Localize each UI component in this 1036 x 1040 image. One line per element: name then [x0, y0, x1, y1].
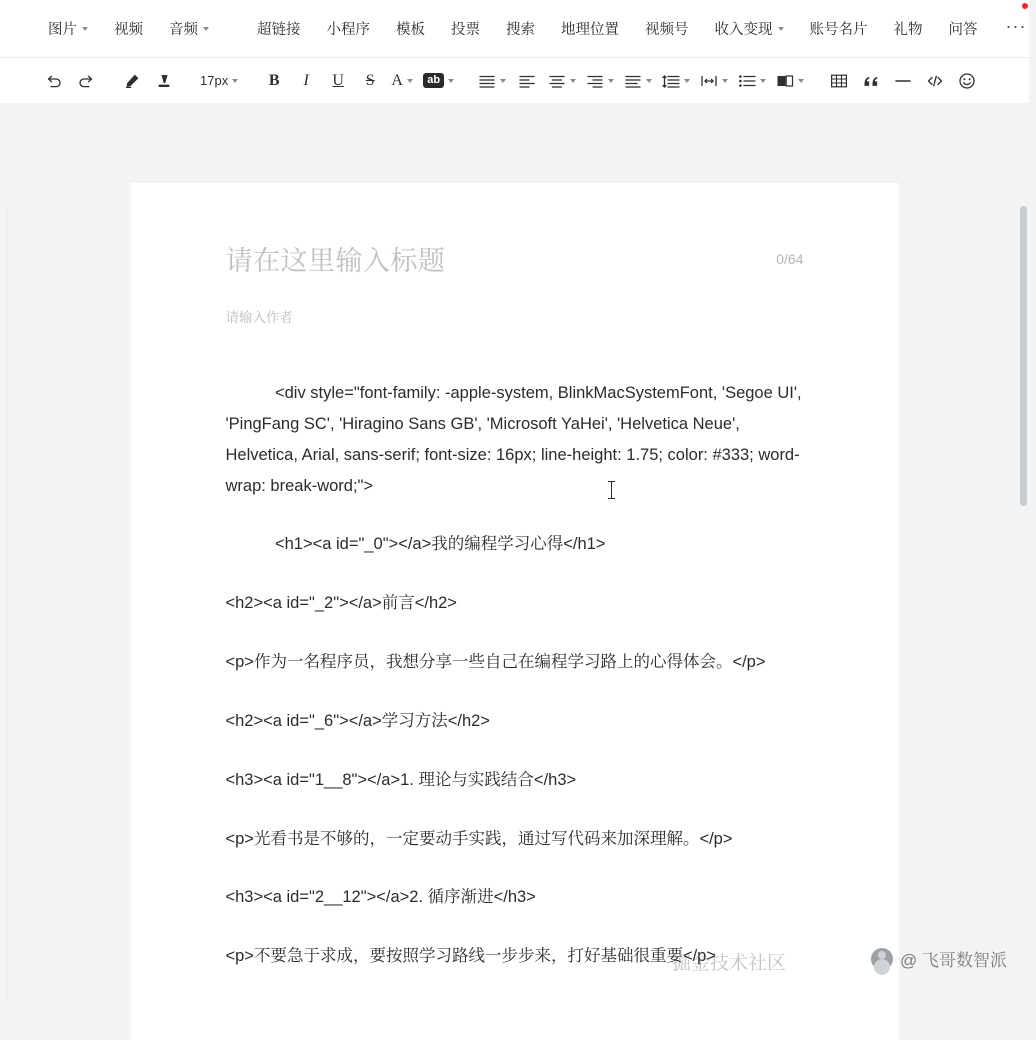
align-left-button[interactable]	[475, 67, 509, 95]
menu-item-label: 搜索	[506, 18, 535, 39]
text-cursor	[611, 481, 612, 499]
body-paragraph: <p>不要急于求成，要按照学习路线一步步来，打好基础很重要</p>	[226, 941, 804, 972]
bullet-list-button[interactable]	[735, 67, 769, 95]
body-paragraph: <div style="font-family: -apple-system, BlinkMacSystemFont, 'Segoe UI', 'PingFang SC', 'Hiragino Sans GB', 'Microsoft YaHei', 'Helvetica Neue', Helvetica, Arial, sans-serif; font-size: 16px; line-height: 1.75; color: #333; word-wrap: break-word;">	[226, 378, 804, 501]
chevron-down-icon	[608, 79, 614, 83]
redo-icon	[77, 72, 95, 90]
code-icon	[926, 73, 944, 89]
body-paragraph: <h3><a id="2__12"></a>2. 循序渐进</h3>	[226, 882, 804, 913]
body-paragraph: <p>作为一名程序员，我想分享一些自己在编程学习路上的心得体会。</p>	[226, 647, 804, 678]
align-justify-button[interactable]	[621, 67, 655, 95]
chevron-down-icon	[760, 79, 766, 83]
line-height-icon	[662, 74, 680, 88]
letter-spacing-icon	[700, 74, 718, 88]
menu-item-template[interactable]	[388, 12, 433, 45]
menu-more-label: ···	[1006, 16, 1027, 36]
bullet-list-icon	[738, 74, 756, 88]
title-char-count: 0/64	[776, 239, 803, 267]
table-button[interactable]	[825, 67, 853, 95]
menu-item-video-account[interactable]	[637, 12, 697, 45]
menu-item-label: 问答	[949, 18, 978, 39]
line-height-button[interactable]	[659, 67, 693, 95]
underline-button[interactable]	[324, 67, 352, 95]
title-row	[226, 239, 804, 278]
menu-item-gift[interactable]	[886, 12, 931, 45]
menu-item-label: 投票	[451, 18, 480, 39]
editor-canvas	[0, 103, 1029, 1040]
toolbar-divider	[811, 80, 825, 81]
letter-spacing-button[interactable]	[697, 67, 731, 95]
undo-icon	[45, 72, 63, 90]
align-left-text-button[interactable]	[513, 67, 541, 95]
chevron-down-icon	[722, 79, 728, 83]
left-rail	[0, 206, 7, 1000]
align-right-icon	[586, 74, 604, 88]
watermark-left: 掘金技术社区	[672, 948, 786, 975]
quote-button[interactable]	[857, 67, 885, 95]
body-paragraph: <h3><a id="1__8"></a>1. 理论与实践结合</h3>	[226, 765, 804, 796]
menu-more-button[interactable]	[996, 19, 1036, 39]
chevron-down-icon	[798, 79, 804, 83]
menu-item-label: 图片	[48, 18, 77, 39]
menu-item-search[interactable]	[498, 12, 543, 45]
underline-label: U	[332, 72, 344, 90]
insert-menu-bar	[0, 0, 1029, 57]
emoji-button[interactable]	[953, 67, 981, 95]
paragraph-bg-button[interactable]	[773, 67, 807, 95]
toolbar-divider	[461, 80, 475, 81]
notification-dot-icon	[1022, 3, 1028, 9]
chevron-down-icon	[500, 79, 506, 83]
strikethrough-button[interactable]	[356, 67, 384, 95]
chevron-down-icon	[684, 79, 690, 83]
font-size-select[interactable]	[196, 67, 242, 95]
menu-item-account-card[interactable]	[802, 12, 876, 45]
menu-item-hyperlink[interactable]	[249, 12, 309, 45]
chevron-down-icon	[407, 79, 413, 83]
font-color-button[interactable]	[388, 67, 416, 95]
chevron-down-icon	[646, 79, 652, 83]
bold-label: B	[269, 72, 280, 90]
redo-button[interactable]	[72, 67, 100, 95]
menu-item-label: 视频号	[645, 18, 689, 39]
quote-icon	[862, 73, 880, 89]
divider-button[interactable]	[889, 67, 917, 95]
title-input[interactable]: 请在这里输入标题	[226, 239, 446, 278]
format-brush-icon	[123, 72, 141, 90]
chevron-down-icon	[232, 79, 238, 83]
menu-item-label: 地理位置	[561, 18, 619, 39]
body-paragraph: <h1><a id="_0"></a>我的编程学习心得</h1>	[226, 529, 804, 560]
toolbar-divider	[182, 80, 196, 81]
menu-item-vote[interactable]	[443, 12, 488, 45]
align-center-button[interactable]	[545, 67, 579, 95]
code-block-button[interactable]	[921, 67, 949, 95]
align-right-button[interactable]	[583, 67, 617, 95]
strikethrough-label: S	[366, 72, 375, 90]
chevron-down-icon	[203, 27, 209, 31]
paragraph-bg-icon	[776, 74, 794, 88]
toolbar-divider	[246, 80, 260, 81]
table-icon	[830, 73, 848, 89]
format-toolbar	[0, 57, 1029, 103]
document-body[interactable]	[226, 378, 804, 972]
chevron-down-icon	[570, 79, 576, 83]
menu-item-label: 账号名片	[810, 18, 868, 39]
italic-button[interactable]	[292, 67, 320, 95]
menu-item-location[interactable]	[553, 12, 627, 45]
watermark-right-label: @ 飞哥数智派	[900, 946, 1007, 971]
bold-button[interactable]	[260, 67, 288, 95]
body-paragraph: <h2><a id="_6"></a>学习方法</h2>	[226, 706, 804, 737]
align-left-text-icon	[518, 74, 536, 88]
menu-item-qa[interactable]	[941, 12, 986, 45]
menu-item-audio[interactable]	[161, 12, 217, 45]
align-justify-icon	[624, 74, 642, 88]
highlight-label: ab	[423, 73, 444, 88]
highlight-button[interactable]	[420, 67, 457, 95]
menu-item-label: 视频	[114, 18, 143, 39]
menu-item-label: 音频	[169, 18, 198, 39]
clear-format-icon	[155, 72, 173, 90]
menu-item-video[interactable]	[106, 12, 151, 45]
menu-item-image[interactable]	[40, 12, 96, 45]
menu-item-label: 小程序	[327, 18, 371, 39]
menu-item-miniprogram[interactable]	[319, 12, 379, 45]
author-input[interactable]: 请输入作者	[226, 306, 804, 326]
vertical-scrollbar[interactable]	[1018, 206, 1029, 1000]
menu-item-label: 收入变现	[715, 18, 773, 39]
italic-label: I	[304, 72, 309, 90]
clear-format-button[interactable]	[150, 67, 178, 95]
emoji-icon	[958, 72, 976, 90]
menu-item-label: 超链接	[257, 18, 301, 39]
align-center-icon	[548, 74, 566, 88]
font-size-value: 17px	[200, 73, 228, 88]
body-paragraph: <p>光看书是不够的，一定要动手实践，通过写代码来加深理解。</p>	[226, 824, 804, 855]
format-brush-button[interactable]	[118, 67, 146, 95]
menu-item-monetization[interactable]	[707, 12, 792, 45]
chevron-down-icon	[778, 27, 784, 31]
chevron-down-icon	[82, 27, 88, 31]
align-left-icon	[478, 74, 496, 88]
body-paragraph: <h2><a id="_2"></a>前言</h2>	[226, 588, 804, 619]
menu-item-label: 模板	[396, 18, 425, 39]
scrollbar-thumb[interactable]	[1020, 206, 1027, 506]
document-page[interactable]	[131, 183, 899, 1040]
chevron-down-icon	[448, 79, 454, 83]
divider-icon	[894, 73, 912, 89]
font-color-label: A	[391, 72, 403, 90]
toolbar-divider	[104, 80, 118, 81]
menu-item-label: 礼物	[894, 18, 923, 39]
undo-button[interactable]	[40, 67, 68, 95]
